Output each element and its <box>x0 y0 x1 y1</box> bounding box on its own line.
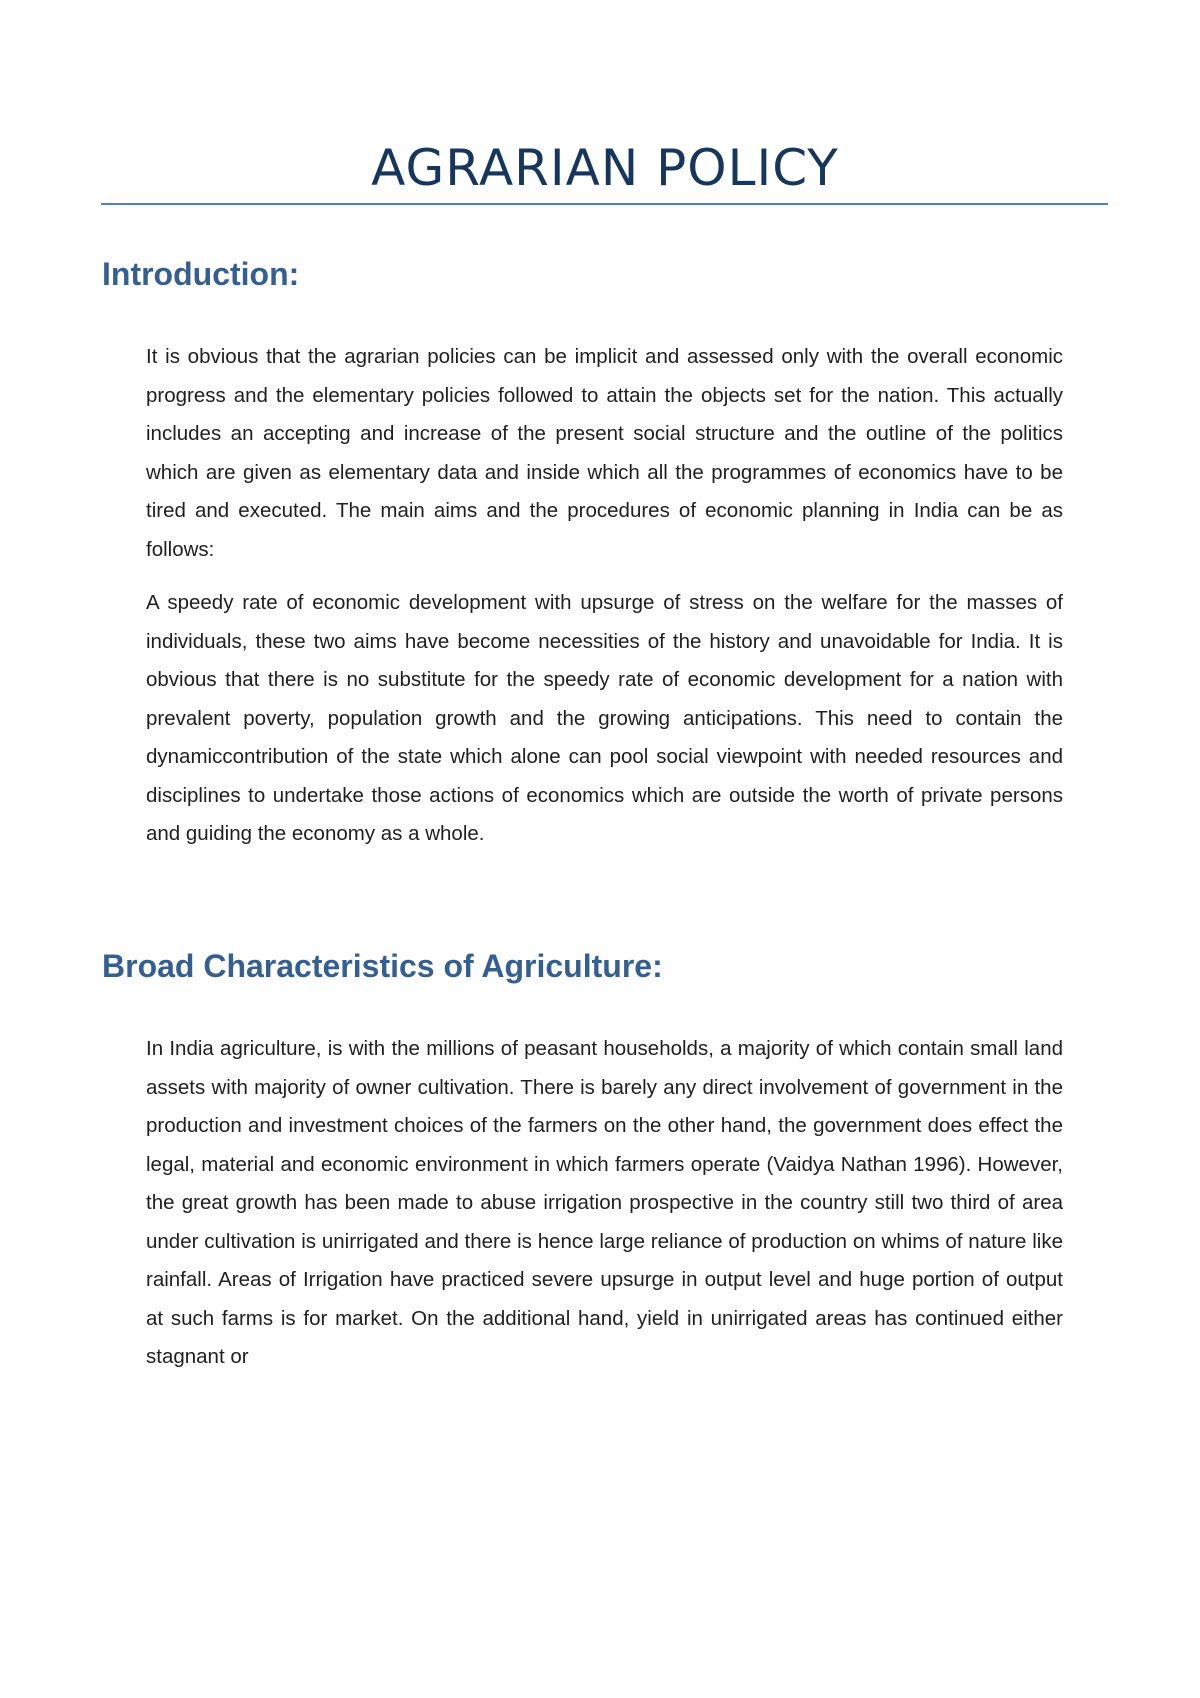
introduction-paragraph-2: A speedy rate of economic development with upsurge of stress on the welfare for the masses of individuals, these two aims have become necessities of the history and unavoidable for India. It is obvious that there is no substitute for the speedy rate of economic development for a nation with prevalent poverty, population growth and the growing anticipations. This need to contain the dynamiccontribution of the state which alone can pool social viewpoint with needed resources and disciplines to undertake those actions of economics which are outside the worth of private persons and guiding the economy as a whole. <box>146 591 1063 845</box>
title-underline-divider <box>101 203 1108 205</box>
introduction-paragraph-1: It is obvious that the agrarian policies can be implicit and assessed only with the overall economic progress and the elementary policies followed to attain the objects set for the nation. This actually includes an accepting and increase of the present social structure and the outline of the politics which are given as elementary data and inside which all the programmes of economics have to be tired and executed. The main aims and the procedures of economic planning in India can be as follows: <box>146 345 1063 561</box>
section-heading-broad-characteristics: Broad Characteristics of Agriculture: <box>102 948 663 984</box>
section-heading-introduction: Introduction: <box>102 256 300 292</box>
broad-characteristics-paragraph-1: In India agriculture, is with the millions of peasant households, a majority of which contain small land assets with majority of owner cultivation. There is barely any direct involvement of government in the production and investment choices of the farmers on the other hand, the government does effect the legal, material and economic environment in which farmers operate (Vaidya Nathan 1996). However, the great growth has been made to abuse irrigation prospective in the country still two third of area under cultivation is unirrigated and there is hence large reliance of production on whims of nature like rainfall. Areas of Irrigation have practiced severe upsurge in output level and huge portion of output at such farms is for market. On the additional hand, yield in unirrigated areas has continued either stagnant or <box>146 1037 1063 1368</box>
document-title: AGRARIAN POLICY <box>371 139 839 197</box>
